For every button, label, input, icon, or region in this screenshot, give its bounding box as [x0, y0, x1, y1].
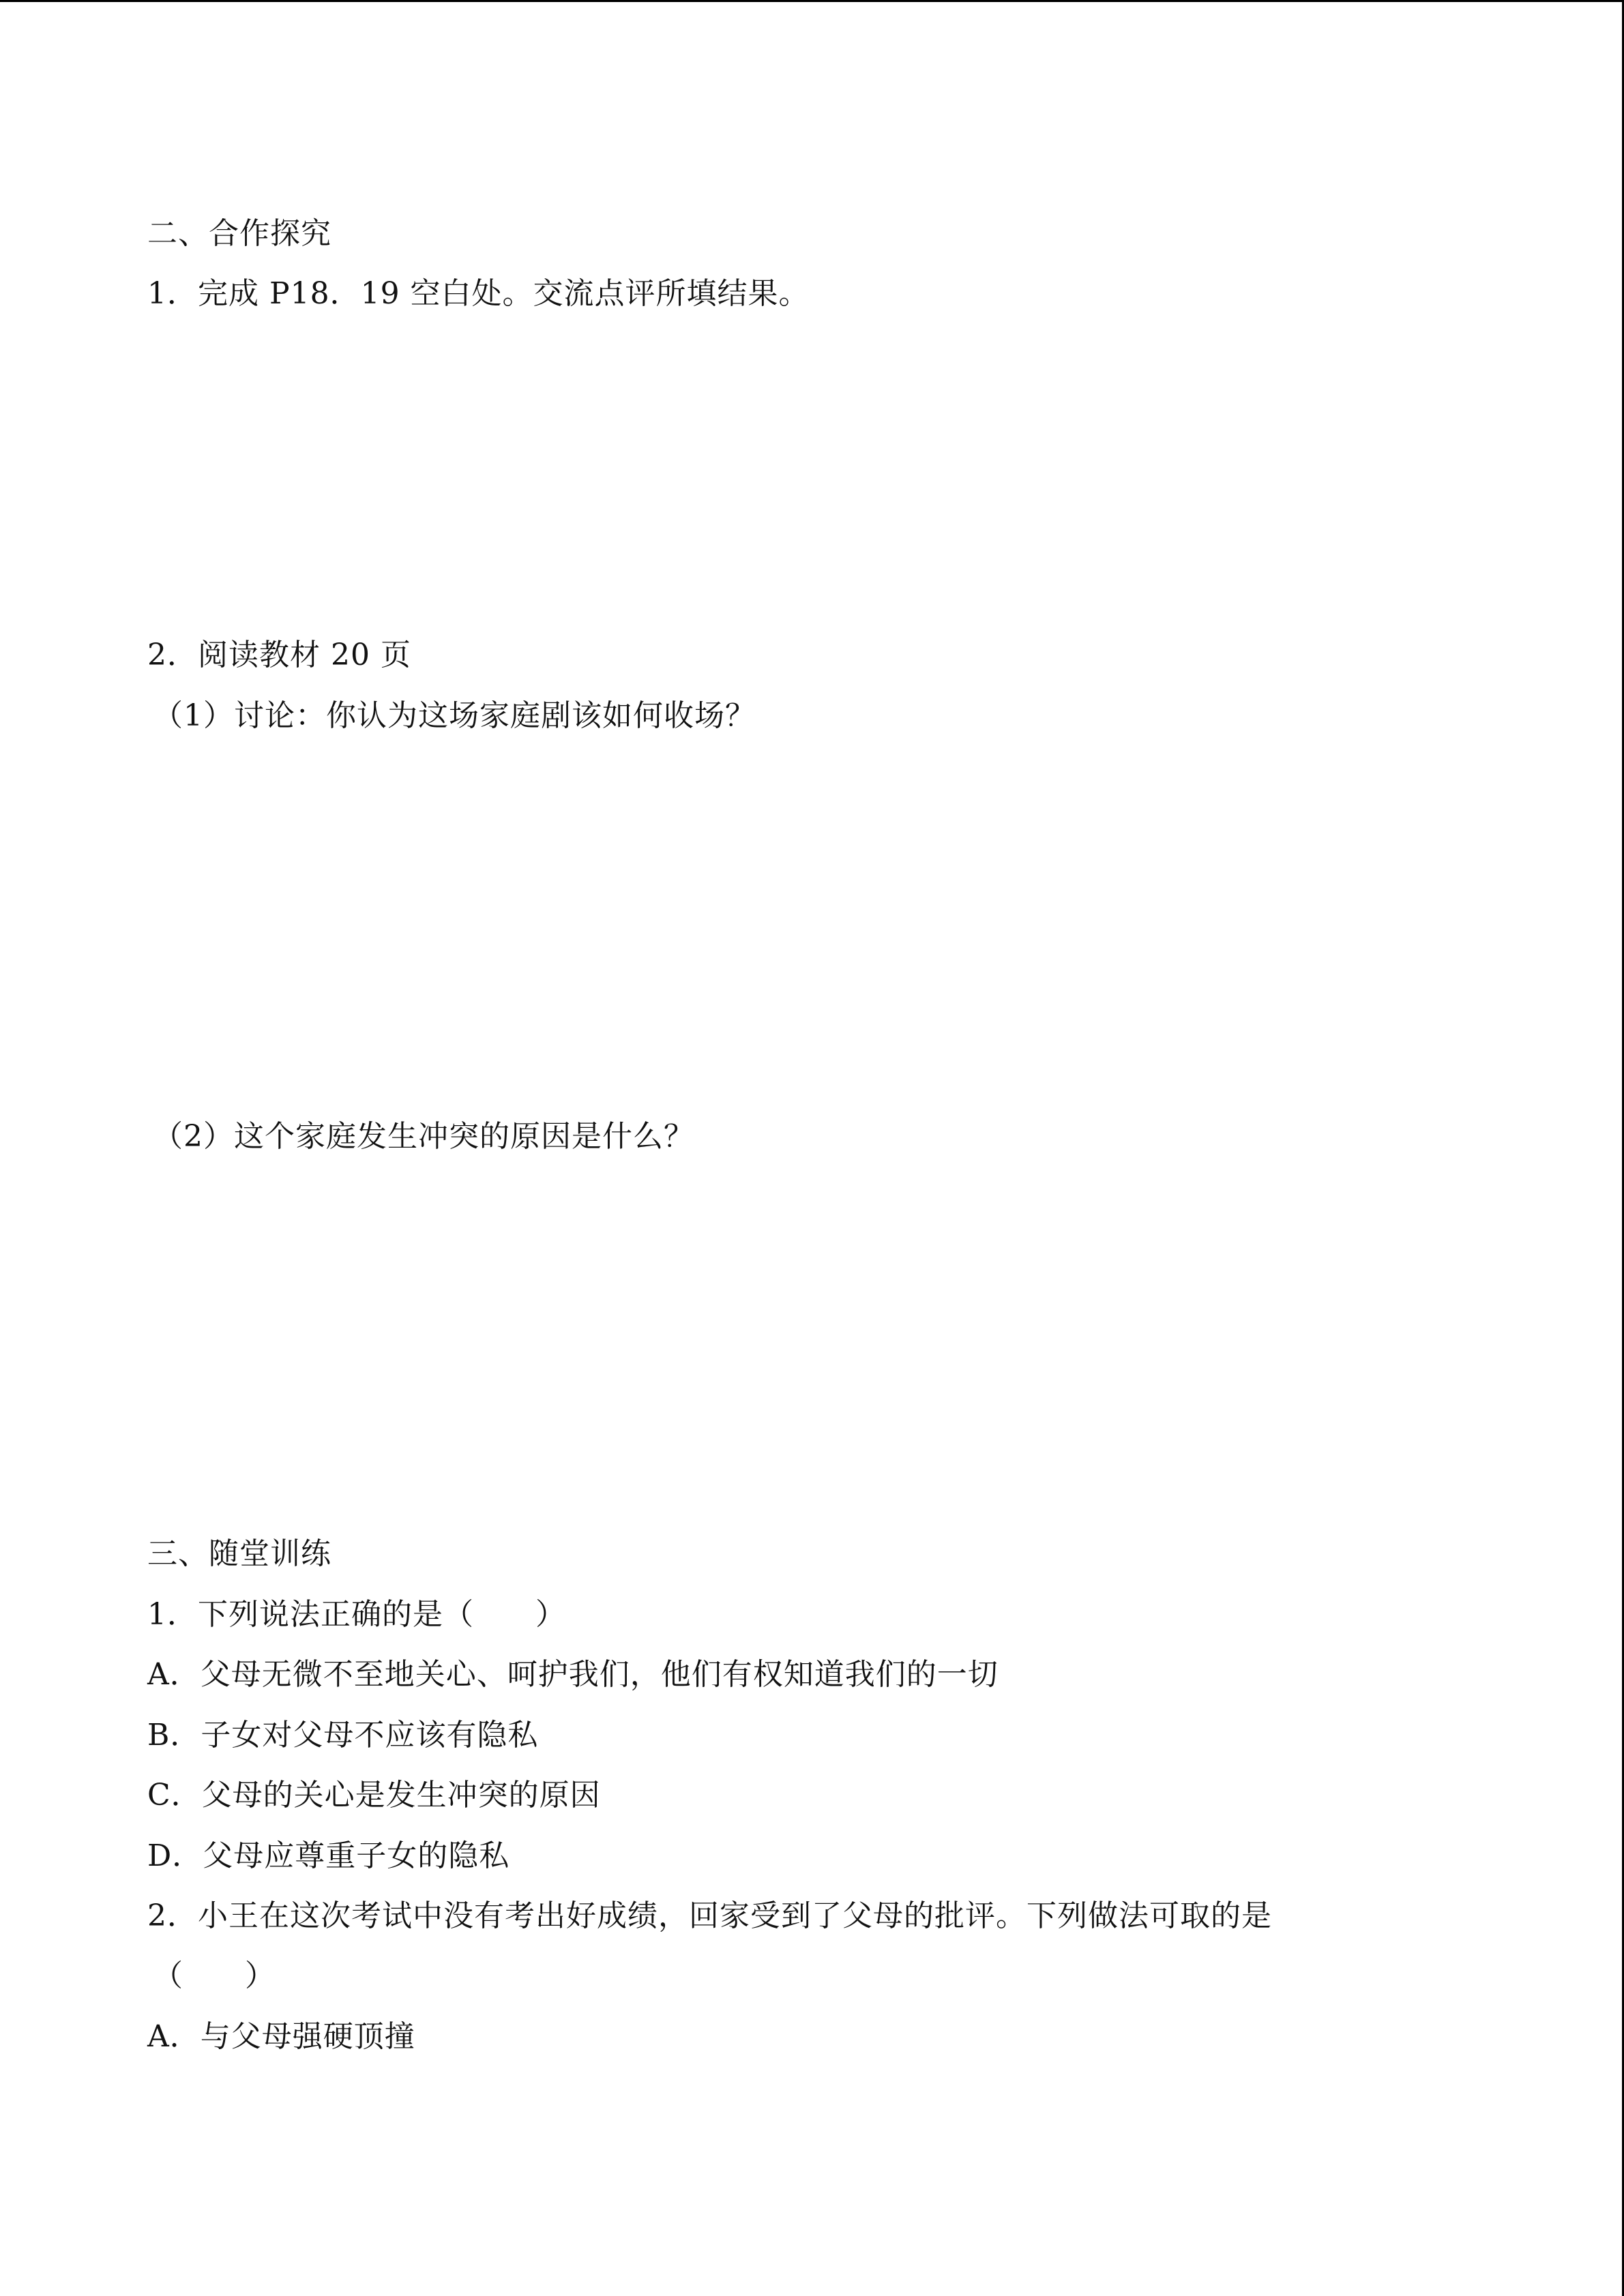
practice-question-2-option-a: A．与父母强硬顶撞 [147, 2019, 415, 2054]
question-2-2-part-2: （2）这个家庭发生冲突的原因是什么？ [153, 1119, 694, 1154]
section-heading-cooperative-inquiry: 二、合作探究 [147, 216, 331, 251]
practice-question-2-blank: （ ） [153, 1958, 276, 1993]
practice-question-1-option-a: A．父母无微不至地关心、呵护我们，他们有权知道我们的一切 [147, 1657, 999, 1692]
practice-question-1-stem: 1．下列说法正确的是（ ） [147, 1597, 566, 1632]
page-border-top [0, 0, 1624, 2]
section-heading-class-practice: 三、随堂训练 [147, 1536, 331, 1571]
practice-question-1-option-c: C．父母的关心是发生冲突的原因 [147, 1778, 601, 1813]
practice-question-2-stem: 2．小王在这次考试中没有考出好成绩，回家受到了父母的批评。下列做法可取的是 [147, 1898, 1272, 1933]
question-2-1: 1．完成 P18．19 空白处。交流点评所填结果。 [147, 276, 810, 311]
practice-question-1-option-b: B．子女对父母不应该有隐私 [147, 1718, 539, 1753]
question-2-2: 2．阅读教材 20 页 [147, 638, 411, 672]
question-2-2-part-1: （1）讨论：你认为这场家庭剧该如何收场？ [153, 698, 756, 733]
practice-question-1-option-d: D．父母应尊重子女的隐私 [147, 1838, 510, 1873]
